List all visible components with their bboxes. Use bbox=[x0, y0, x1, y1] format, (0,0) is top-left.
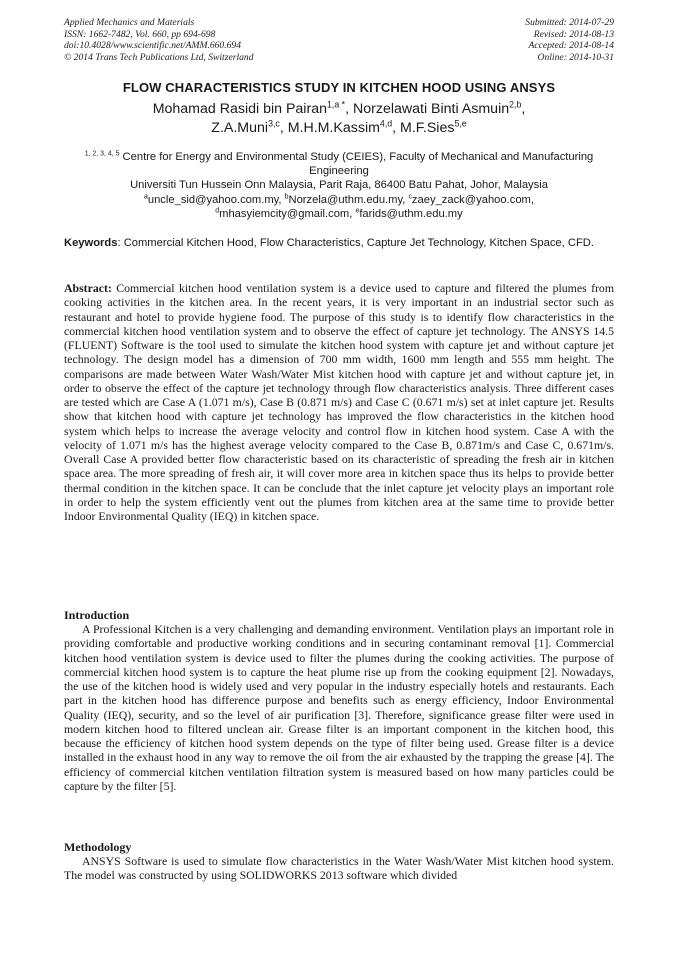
section-heading: Methodology bbox=[64, 840, 132, 854]
author-name: Z.A.Muni bbox=[211, 120, 269, 136]
email-link[interactable]: farids@uthm.edu.my bbox=[359, 207, 463, 220]
accepted-date: Accepted: 2014-08-14 bbox=[528, 40, 614, 52]
email-link[interactable]: mhasyiemcity@gmail.com bbox=[219, 207, 350, 220]
email-link[interactable]: uncle_sid@yahoo.com.my bbox=[147, 193, 279, 206]
abstract-label: Abstract: bbox=[64, 281, 112, 295]
copyright-line: © 2014 Trans Tech Publications Ltd, Switzerland bbox=[64, 51, 254, 63]
author-name: M.F.Sies bbox=[400, 120, 455, 136]
author-affil-mark: 2,b bbox=[509, 99, 522, 110]
email-list: $^a$uncle_sid@yahoo.com.my, $^b$Norzela@uthm.edu.my, $^c$zaey_zack@yahoo.com, $^d$mhasyiemcity@gmail.com, $^e$farids@uthm.edu.my bbox=[144, 192, 534, 220]
abstract-block bbox=[64, 281, 614, 523]
section-heading: Introduction bbox=[64, 608, 130, 622]
keywords-text: Commercial Kitchen Hood, Flow Characteristics, Capture Jet Technology, Kitchen Space, CFD. bbox=[123, 237, 594, 249]
doi-line: doi:10.4028/www.scientific.net/AMM.660.694 bbox=[64, 40, 242, 52]
online-date: Online: 2014-10-31 bbox=[537, 51, 614, 63]
submission-dates bbox=[525, 17, 614, 63]
email-link[interactable]: Norzela@uthm.edu.my bbox=[288, 193, 403, 206]
keywords-block: Keywords: Commercial Kitchen Hood, Flow Characteristics, Capture Jet Technology, Kitchen Space, CFD. bbox=[64, 237, 594, 249]
author-affil-mark: 1,a * bbox=[326, 99, 346, 110]
author-affil-mark: 5,e bbox=[454, 118, 467, 129]
section-paragraph: ANSYS Software is used to simulate flow characteristics in the Water Wash/Water Mist kitchen hood system. The model was constructed by using SOLIDWORKS 2013 software which divided bbox=[64, 854, 614, 883]
journal-name: Applied Mechanics and Materials bbox=[64, 17, 195, 28]
author-name: Mohamad Rasidi bin Pairan bbox=[152, 101, 327, 117]
author-affil-mark: 3,c bbox=[268, 118, 280, 129]
author-name: Norzelawati Binti Asmuin bbox=[352, 101, 510, 117]
keywords-label: Keywords bbox=[64, 237, 118, 249]
paper-title: FLOW CHARACTERISTICS STUDY IN KITCHEN HOOD USING ANSYS bbox=[122, 80, 556, 95]
author-name: M.H.M.Kassim bbox=[287, 120, 380, 136]
affiliation-block bbox=[60, 150, 618, 221]
author-affil-mark: 4,d bbox=[379, 118, 393, 129]
issn-line: ISSN: 1662-7482, Vol. 660, pp 694-698 bbox=[64, 28, 216, 40]
submitted-date: Submitted: 2014-07-29 bbox=[525, 17, 614, 28]
revised-date: Revised: 2014-08-13 bbox=[533, 28, 614, 40]
abstract-text: Commercial kitchen hood ventilation system is a device used to capture and filtered the plumes from cooking activities in the kitchen area. In the recent years, it is very important in an industrial sector such as restaurant and hotel to provide hygiene food. The purpose of this study is to identify flow characteristics in the commercial kitchen hood ventilation system and to observe the effect of capture jet technology. The ANSYS 14.5 (FLUENT) Software is the tool used to simulate the kitchen hood system with capture jet and without capture jet technology. The design model has a dimension of 700 mm width, 1600 mm length and 555 mm height. The comparisons are made between Water Wash/Water Mist kitchen hood with capture jet and without capture jet, in order to observe the effect of the capture jet technology through flow characteristics analysis. Three different cases are tested which are Case A (1.071 m/s), Case B (0.871 m/s) and Case C (0.671 m/s) set at inlet capture jet. Results show that kitchen hood with capture jet technology has improved the flow characteristics in the kitchen hood system which helps to increase the average velocity and control flow in kitchen hood system. Case A with the velocity of 1.071 m/s has the highest average velocity compared to the Case B, 0.871m/s and Case C, 0.671m/s. Overall Case A provided better flow characteristic based on its characteristic of spreading the fresh air in kitchen space area. The more spreading of fresh air, it will cover more area in kitchen space thus its helps to provide better thermal condition in the kitchen space. It can be conclude that the inlet capture jet velocity plays an important role in order to help the system efficiently vent out the plumes from kitchen area at the same time to provide better Indoor Environmental Quality (IEQ) in kitchen space. bbox=[64, 281, 615, 523]
affiliation-address: Universiti Tun Hussein Onn Malaysia, Parit Raja, 86400 Batu Pahat, Johor, Malaysia bbox=[130, 179, 548, 192]
methodology-section bbox=[64, 840, 614, 883]
author-list: Mohamad Rasidi bin Pairan$^{1,a *}$, Norzelawati Binti Asmuin$^{2,b}$, Z.A.Muni$^{3,c}$, M.H.M.Kassim$^{4,d}$, M.F.Sies$^{5,e}$ bbox=[152, 99, 526, 136]
affiliation-mark: 1, 2, 3, 4, 5 bbox=[84, 150, 120, 158]
journal-info bbox=[64, 17, 254, 63]
introduction-section bbox=[64, 608, 614, 793]
section-paragraph: A Professional Kitchen is a very challenging and demanding environment. Ventilation plays an important role in providing comfortable and productive working conditions and in securing contaminant removal [1]. Commercial kitchen hood ventilation system is device used to filter the plumes during the cooking activities. The purpose of commercial kitchen hood system is to capture the heat plume rise up from the cooking equipment [2]. Nowadays, the use of the kitchen hood is widely used and very popular in the industry especially hotels and restaurants. Each part in the kitchen hood has difference purpose and benefits such as energy efficiency, Indoor Environmental Quality (IEQ), security, and so the level of air purification [3]. Therefore, significance grease filter were used in modern kitchen hood to filtered unclean air. Grease filter is an important component in the kitchen hood, this because the efficiency of kitchen hood system depends on the type of filter being used. Grease filter is a device installed in the exhaust hood in any way to remove the oil from the air exhausted by the trapping the grease [4]. The efficiency of commercial kitchen ventilation filtration system is measured based on how many particles could be capture by the filter [5]. bbox=[64, 622, 614, 793]
email-link[interactable]: zaey_zack@yahoo.com bbox=[411, 193, 531, 206]
affiliation-institute: Centre for Energy and Environmental Study (CEIES), Faculty of Mechanical and Manufacturing Engineering bbox=[122, 151, 594, 178]
